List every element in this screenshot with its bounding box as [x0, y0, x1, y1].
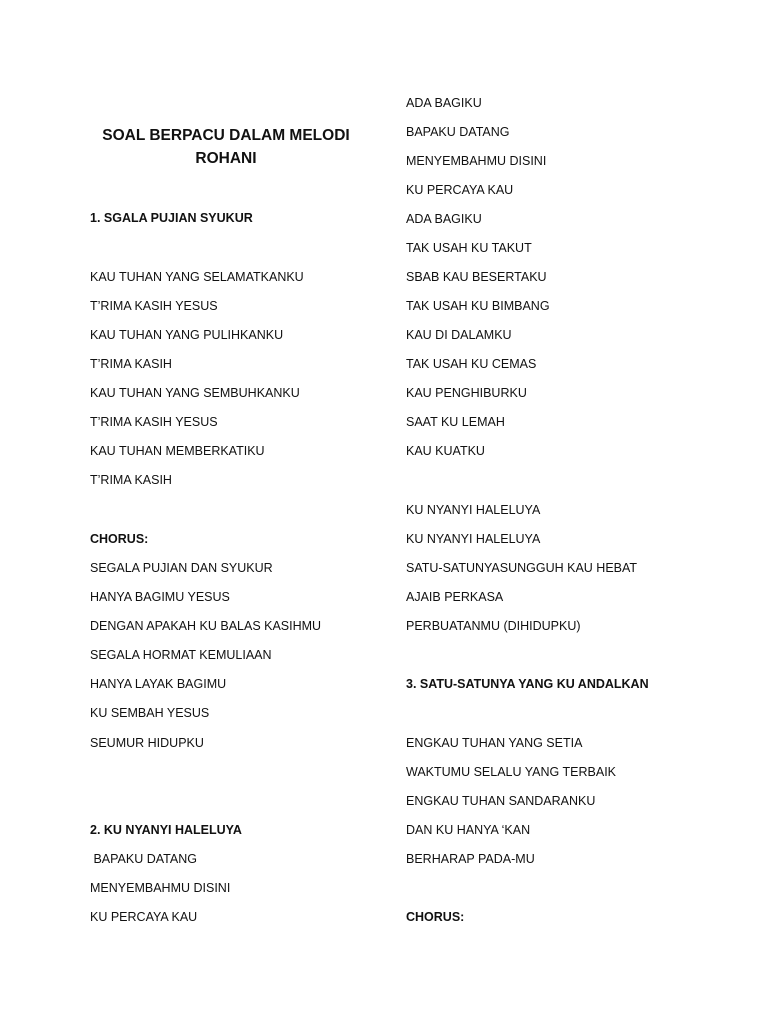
lyric-line: KU NYANYI HALELUYA	[406, 532, 541, 546]
lyric-line: KAU KUATKU	[406, 444, 485, 458]
lyric-line: ENGKAU TUHAN SANDARANKU	[406, 794, 596, 808]
lyric-line: SEGALA PUJIAN DAN SYUKUR	[90, 561, 273, 575]
lyric-line: MENYEMBAHMU DISINI	[406, 154, 547, 168]
section-heading: CHORUS:	[406, 910, 465, 924]
lyric-line: MENYEMBAHMU DISINI	[90, 881, 231, 895]
lyric-line: ADA BAGIKU	[406, 212, 482, 226]
lyric-line: DENGAN APAKAH KU BALAS KASIHMU	[90, 619, 322, 633]
lyric-line: KAU DI DALAMKU	[406, 328, 512, 342]
lyric-line: WAKTUMU SELALU YANG TERBAIK	[406, 765, 617, 779]
lyric-line: AJAIB PERKASA	[406, 590, 504, 604]
lyric-line: TAK USAH KU CEMAS	[406, 357, 537, 371]
title-line-2: ROHANI	[195, 150, 257, 167]
lyric-line: TAK USAH KU BIMBANG	[406, 299, 550, 313]
lyric-line: ADA BAGIKU	[406, 96, 482, 110]
lyric-line: SBAB KAU BESERTAKU	[406, 270, 547, 284]
lyric-line: KU NYANYI HALELUYA	[406, 503, 541, 517]
lyric-line: HANYA BAGIMU YESUS	[90, 590, 230, 604]
lyric-line: T’RIMA KASIH	[90, 473, 172, 487]
lyric-line: KAU TUHAN YANG SELAMATKANKU	[90, 270, 304, 284]
section-heading: CHORUS:	[90, 532, 149, 546]
section-heading: 3. SATU-SATUNYA YANG KU ANDALKAN	[406, 677, 649, 691]
lyric-line: KU PERCAYA KAU	[90, 910, 198, 924]
lyric-line: DAN KU HANYA ‘KAN	[406, 823, 531, 837]
lyric-line: BAPAKU DATANG	[406, 125, 510, 139]
lyric-line: SEGALA HORMAT KEMULIAAN	[90, 648, 272, 662]
lyric-line: HANYA LAYAK BAGIMU	[90, 677, 227, 691]
lyric-line: KU SEMBAH YESUS	[90, 706, 210, 720]
lyric-line: KAU TUHAN MEMBERKATIKU	[90, 444, 265, 458]
lyric-line: KU PERCAYA KAU	[406, 183, 514, 197]
section-heading: 2. KU NYANYI HALELUYA	[90, 823, 242, 837]
lyric-line: SAAT KU LEMAH	[406, 415, 505, 429]
lyric-line: BAPAKU DATANG	[90, 852, 197, 866]
lyric-line: SEUMUR HIDUPKU	[90, 736, 204, 750]
document-title	[100, 124, 352, 170]
lyric-line: TAK USAH KU TAKUT	[406, 241, 532, 255]
lyric-line: KAU PENGHIBURKU	[406, 386, 527, 400]
lyric-line: BERHARAP PADA-MU	[406, 852, 535, 866]
section-heading: 1. SGALA PUJIAN SYUKUR	[90, 211, 253, 225]
lyric-line: ENGKAU TUHAN YANG SETIA	[406, 736, 583, 750]
lyric-line: T’RIMA KASIH YESUS	[90, 299, 218, 313]
title-line-1: SOAL BERPACU DALAM MELODI	[102, 127, 350, 144]
lyric-line: T’RIMA KASIH YESUS	[90, 415, 218, 429]
lyric-line: T’RIMA KASIH	[90, 357, 172, 371]
lyric-line: PERBUATANMU (DIHIDUPKU)	[406, 619, 581, 633]
lyric-line: SATU-SATUNYASUNGGUH KAU HEBAT	[406, 561, 638, 575]
lyric-line: KAU TUHAN YANG PULIHKANKU	[90, 328, 284, 342]
lyric-line: KAU TUHAN YANG SEMBUHKANKU	[90, 386, 300, 400]
